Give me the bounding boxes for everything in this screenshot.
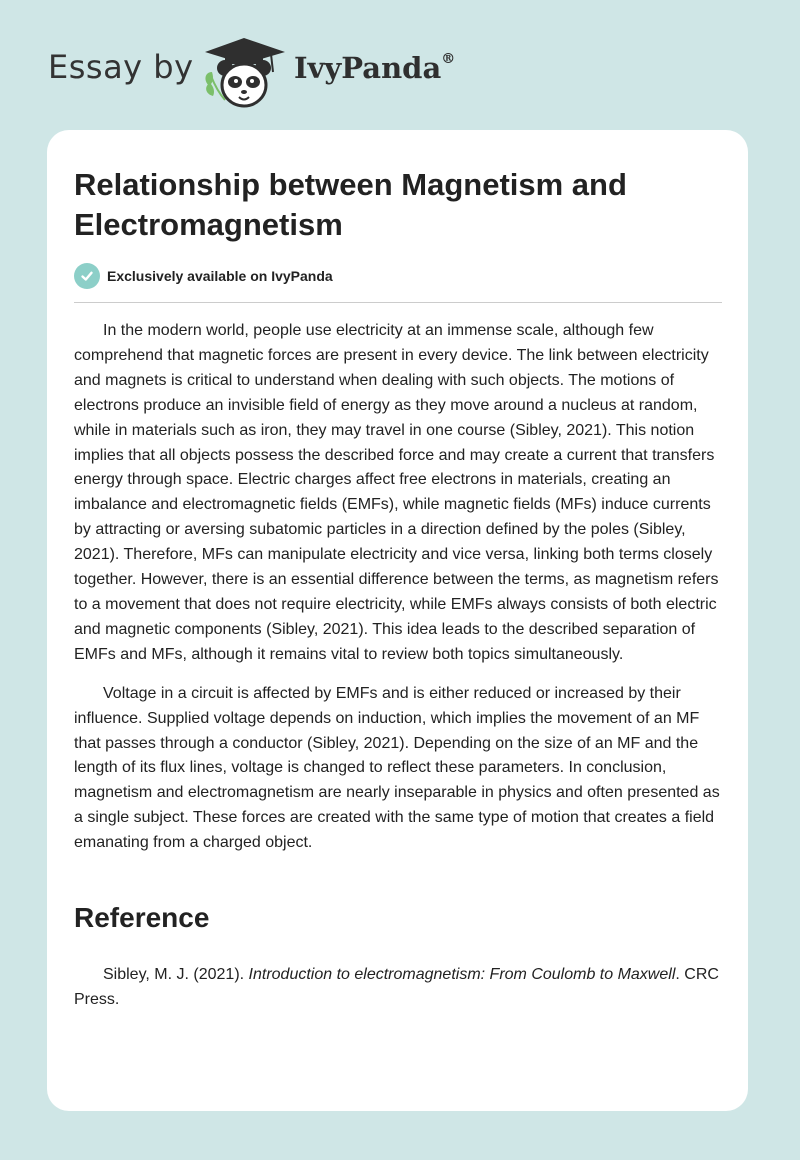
reference-publisher: . CRC Press. — [74, 966, 719, 1008]
exclusive-badge — [74, 263, 333, 289]
paragraph: Voltage in a circuit is affected by EMFs and is either reduced or increased by their influence. Supplied voltage depends on induction, which implies the movement of an MF that passes through a conductor (Sibley, 2021). Depending on the size of an MF and the length of its flux lines, voltage is changed to reflect these parameters. In conclusion, magnetism and electromagnetism are nearly inseparable in physics and often presented as a single subject. These forces are created with the same type of motion that creates a field emanating from a charged object. — [74, 684, 720, 852]
brand-name[interactable] — [294, 51, 455, 85]
checkmark-icon — [74, 263, 100, 289]
title-divider — [74, 302, 722, 303]
article-card — [47, 130, 748, 1111]
article-body — [74, 319, 724, 870]
reference-heading: Reference — [74, 902, 210, 933]
essay-by-label: Essay by — [48, 48, 194, 86]
reference-entry — [74, 962, 724, 1012]
panda-logo-icon[interactable] — [201, 36, 287, 112]
article-title: Relationship between Magnetism and Electromagnetism — [74, 167, 627, 242]
paragraph: In the modern world, people use electricity at an immense scale, although few comprehend that magnetic forces are present in every device. The link between electricity and magnets is critical to understand when dealing with such objects. The motions of electrons produce an invisible field of energy as they move around a nucleus at random, while in materials such as iron, they may travel in one course (Sibley, 2021). This notion implies that all objects possess the described force and may create a current that transfers energy through space. Electric charges affect free electrons in materials, creating an imbalance and electromagnetic fields (EMFs), while magnetic fields (MFs) induce currents by attracting or aversing subatomic particles in a direction defined by the poles (Sibley, 2021). Therefore, MFs can manipulate electricity and vice versa, linking both terms closely together. However, there is an essential difference between the terms, as magnetism refers to a movement that does not require electricity, while EMFs always consists of both electric and magnetic components (Sibley, 2021). This idea leads to the described separation of EMFs and MFs, although it remains vital to review both topics simultaneously. — [74, 322, 719, 663]
exclusive-badge-label: Exclusively available on IvyPanda — [107, 268, 333, 284]
reference-authors: Sibley, M. J. (2021). — [103, 966, 249, 983]
reference-book-title: Introduction to electromagnetism: From Coulomb to Maxwell — [248, 966, 676, 983]
registered-mark: ® — [441, 51, 456, 68]
site-header — [48, 36, 748, 112]
brand-label[interactable]: IvyPanda — [294, 51, 442, 85]
